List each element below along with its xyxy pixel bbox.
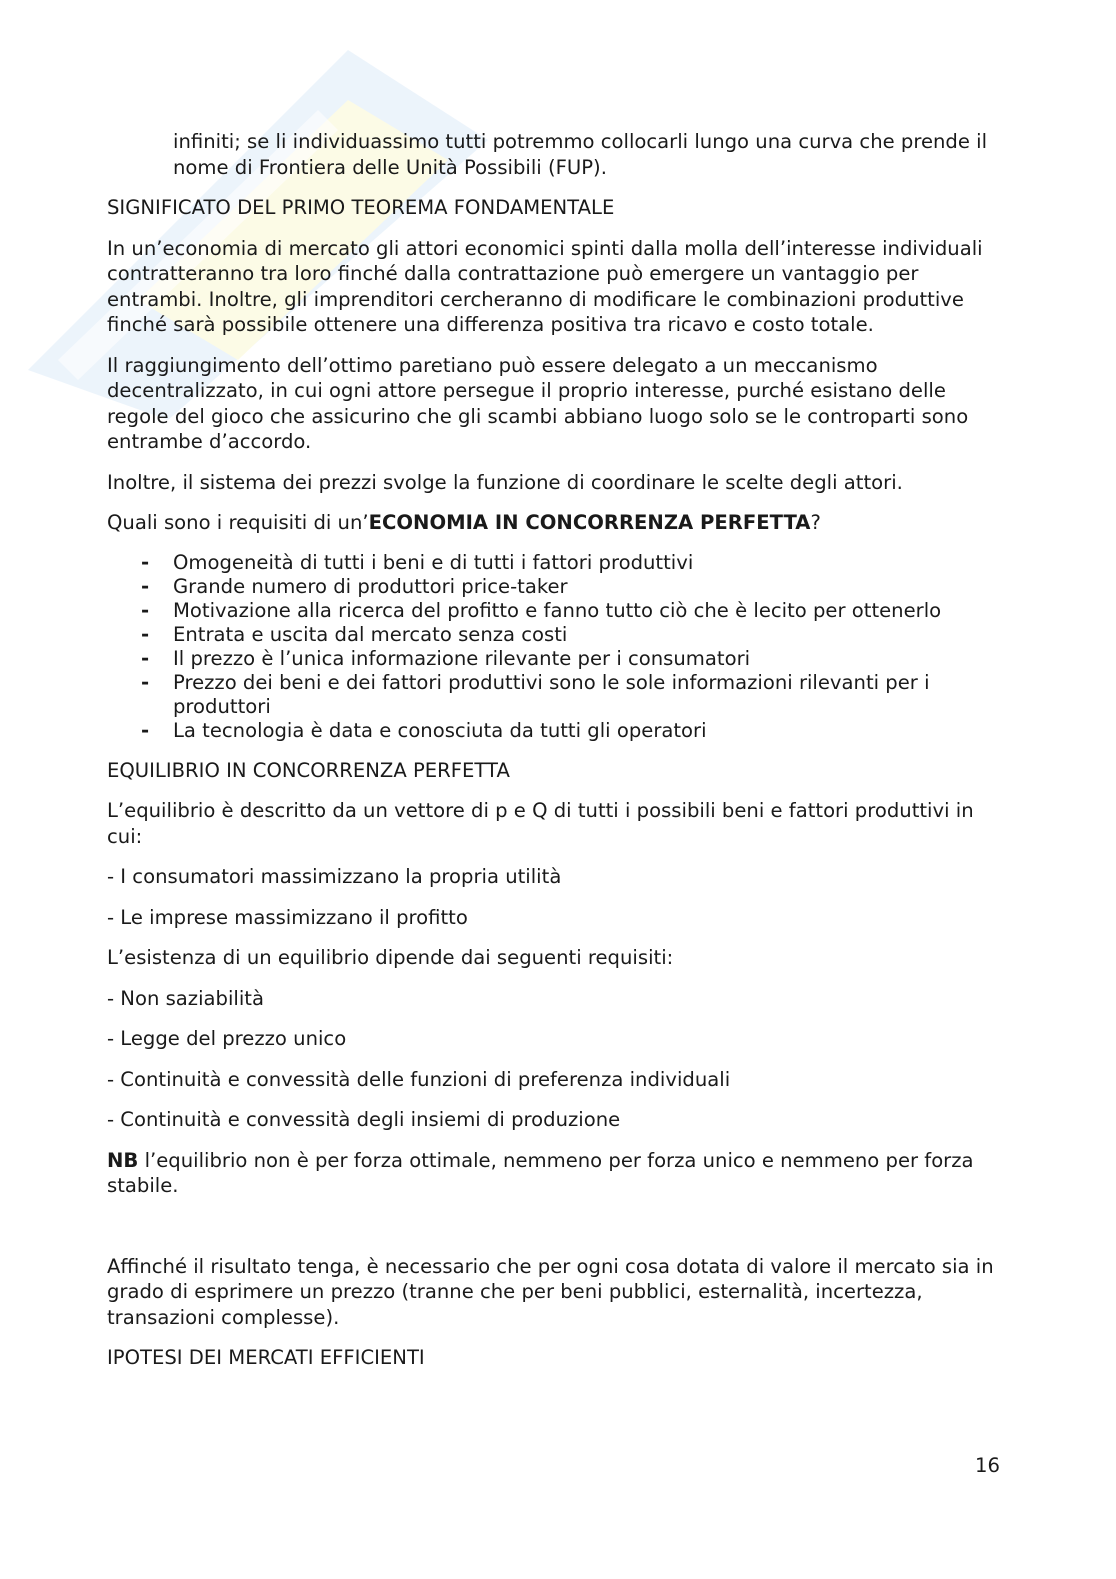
list-item: - La tecnologia è data e conosciuta da tutti gli operatori <box>107 719 1007 743</box>
paragraph: Affinché il risultato tenga, è necessario che per ogni cosa dotata di valore il mercato sia in grado di esprimere un prezzo (tranne che per beni pubblici, esternalità, incertezza, transazioni complesse). <box>107 1254 994 1329</box>
paragraph: - Le imprese massimizzano il profitto <box>107 905 468 929</box>
question-mark: ? <box>810 511 821 534</box>
paragraph: Il raggiungimento dell’ottimo paretiano può essere delegato a un meccanismo decentralizzato, in cui ogni attore persegue il proprio interesse, purché esistano delle regole del gioco che assicurino che gli scambi abbiano luogo solo se le controparti sono entrambe d’accordo. <box>107 353 969 453</box>
paragraph: - Legge del prezzo unico <box>107 1027 347 1050</box>
paragraph: In un’economia di mercato gli attori economici spinti dalla molla dell’interesse individuali contratteranno tra loro finché dalla contrattazione può emergere un vantaggio per entrambi. Inoltre, gli imprenditori cercheranno di modificare le combinazioni produttive finché sarà possibile ottenere una differenza positiva tra ricavo e costo totale. <box>107 236 983 336</box>
spacer <box>107 1214 1007 1254</box>
continuation-paragraph: infiniti; se li individuassimo tutti potremmo collocarli lungo una curva che prende il nome di Frontiera delle Unità Possibili (FUP). <box>173 130 988 179</box>
requirements-list <box>107 551 1007 743</box>
list-item: - Motivazione alla ricerca del profitto e fanno tutto ciò che è lecito per ottenerlo <box>107 599 1007 623</box>
list-item: - Il prezzo è l’unica informazione rilevante per i consumatori <box>107 647 1007 671</box>
list-item: - Omogeneità di tutti i beni e di tutti i fattori produttivi <box>107 551 1007 575</box>
section-heading: IPOTESI DEI MERCATI EFFICIENTI <box>107 1346 425 1369</box>
paragraph: L’equilibrio è descritto da un vettore di p e Q di tutti i possibili beni e fattori produttivi in cui: <box>107 799 974 848</box>
list-item: - Entrata e uscita dal mercato senza costi <box>107 623 1007 647</box>
paragraph: L’esistenza di un equilibrio dipende dai seguenti requisiti: <box>107 946 674 969</box>
list-item: - Grande numero di produttori price-taker <box>107 575 1007 599</box>
paragraph: - Continuità e convessità degli insiemi di produzione <box>107 1108 621 1131</box>
list-item: - Prezzo dei beni e dei fattori produttivi sono le sole informazioni rilevanti per i produttori <box>107 671 1007 719</box>
question-emphasis: ECONOMIA IN CONCORRENZA PERFETTA <box>368 511 811 534</box>
page-number: 16 <box>975 1454 1000 1477</box>
nota-bene-text: l’equilibrio non è per forza ottimale, nemmeno per forza unico e nemmeno per forza stabile. <box>107 1148 974 1197</box>
paragraph: - I consumatori massimizzano la propria utilità <box>107 865 562 888</box>
section-heading: SIGNIFICATO DEL PRIMO TEOREMA FONDAMENTALE <box>107 196 615 219</box>
question-paragraph <box>107 510 1007 536</box>
section-heading: EQUILIBRIO IN CONCORRENZA PERFETTA <box>107 758 510 782</box>
document-page <box>107 129 1007 1386</box>
paragraph: - Continuità e convessità delle funzioni di preferenza individuali <box>107 1067 731 1091</box>
nota-bene-label: NB <box>107 1148 139 1172</box>
nota-bene-paragraph <box>107 1148 1007 1199</box>
paragraph: - Non saziabilità <box>107 986 264 1010</box>
paragraph: Inoltre, il sistema dei prezzi svolge la funzione di coordinare le scelte degli attori. <box>107 470 903 494</box>
question-text: Quali sono i requisiti di un’ <box>107 511 369 534</box>
